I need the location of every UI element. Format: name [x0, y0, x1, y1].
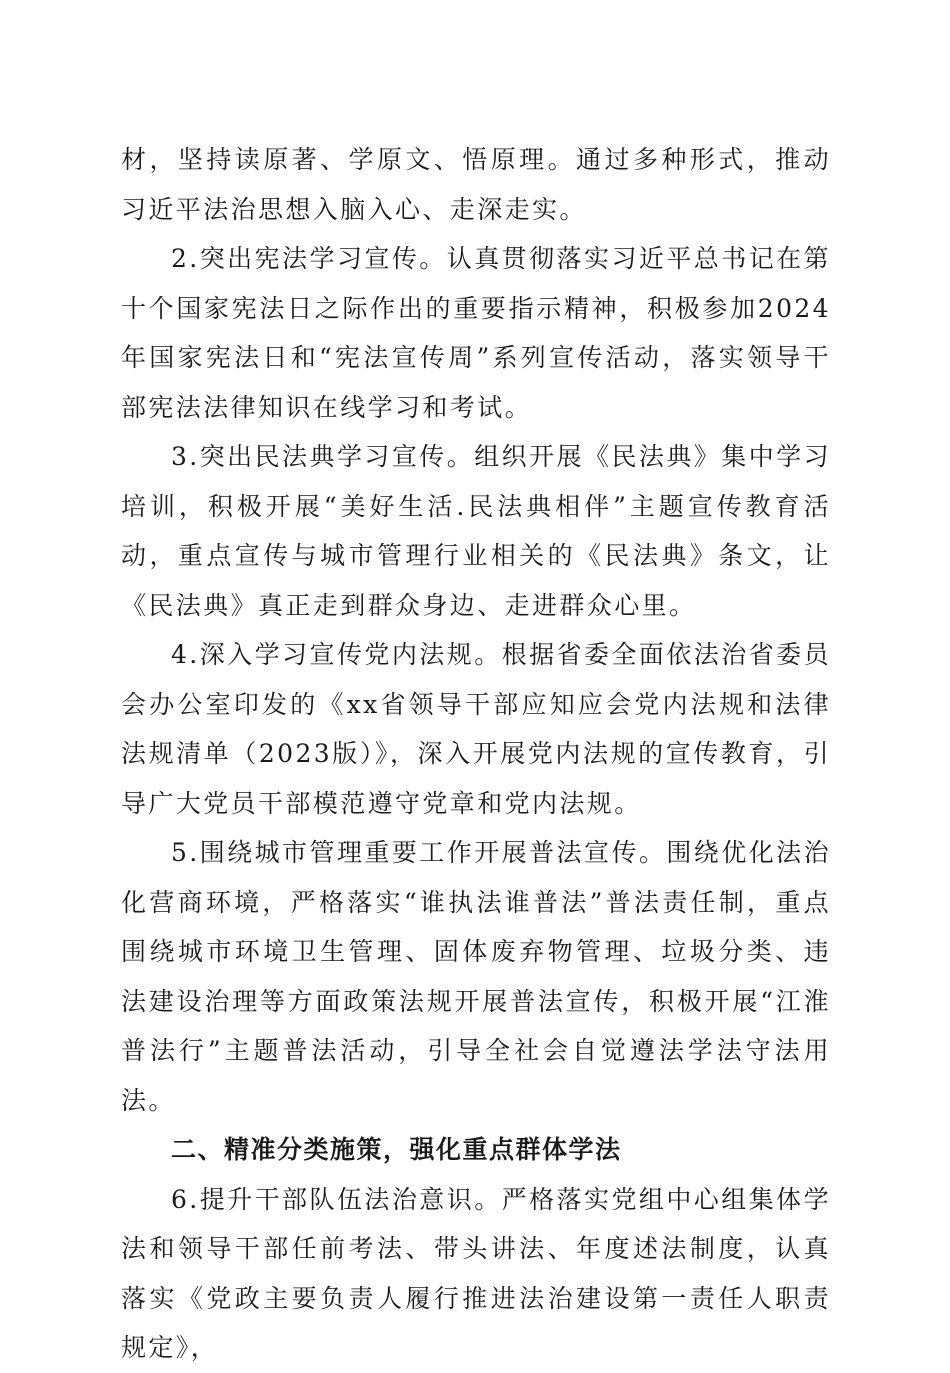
section-heading-2: 二、精准分类施策，强化重点群体学法 [171, 1135, 622, 1164]
paragraph-item-5-urban-management: 5.围绕城市管理重要工作开展普法宣传。围绕优化法治化营商环境，严格落实“谁执法谁普法”普法责任制，重点围绕城市环境卫生管理、固体废弃物管理、垃圾分类、违法建设治理等方面政策法规开展普法宣传，积极开展“江淮普法行”主题普法活动，引导全社会自觉遵法学法守法用法。 [121, 838, 831, 1115]
paragraph-item-3-civil-code: 3.突出民法典学习宣传。组织开展《民法典》集中学习培训，积极开展“美好生活.民法典相伴”主题宣传教育活动，重点宣传与城市管理行业相关的《民法典》条文，让《民法典》真正走到群众身边、走进群众心里。 [121, 442, 831, 620]
paragraph-continuation: 材，坚持读原著、学原文、悟原理。通过多种形式，推动习近平法治思想入脑入心、走深走实。 [121, 145, 831, 224]
paragraph-item-2-constitution: 2.突出宪法学习宣传。认真贯彻落实习近平总书记在第十个国家宪法日之际作出的重要指示精神，积极参加2024年国家宪法日和“宪法宣传周”系列宣传活动，落实领导干部宪法法律知识在线学习和考试。 [121, 244, 831, 422]
paragraph-item-6-cadre-awareness: 6.提升干部队伍法治意识。严格落实党组中心组集体学法和领导干部任前考法、带头讲法、年度述法制度，认真落实《党政主要负责人履行推进法治建设第一责任人职责规定》， [121, 1184, 831, 1362]
paragraph-item-4-party-regulations: 4.深入学习宣传党内法规。根据省委全面依法治省委员会办公室印发的《xx省领导干部应知应会党内法规和法律法规清单（2023版）》，深入开展党内法规的宣传教育，引导广大党员干部模范遵守党章和党内法规。 [121, 640, 831, 818]
document-body [121, 135, 831, 1373]
